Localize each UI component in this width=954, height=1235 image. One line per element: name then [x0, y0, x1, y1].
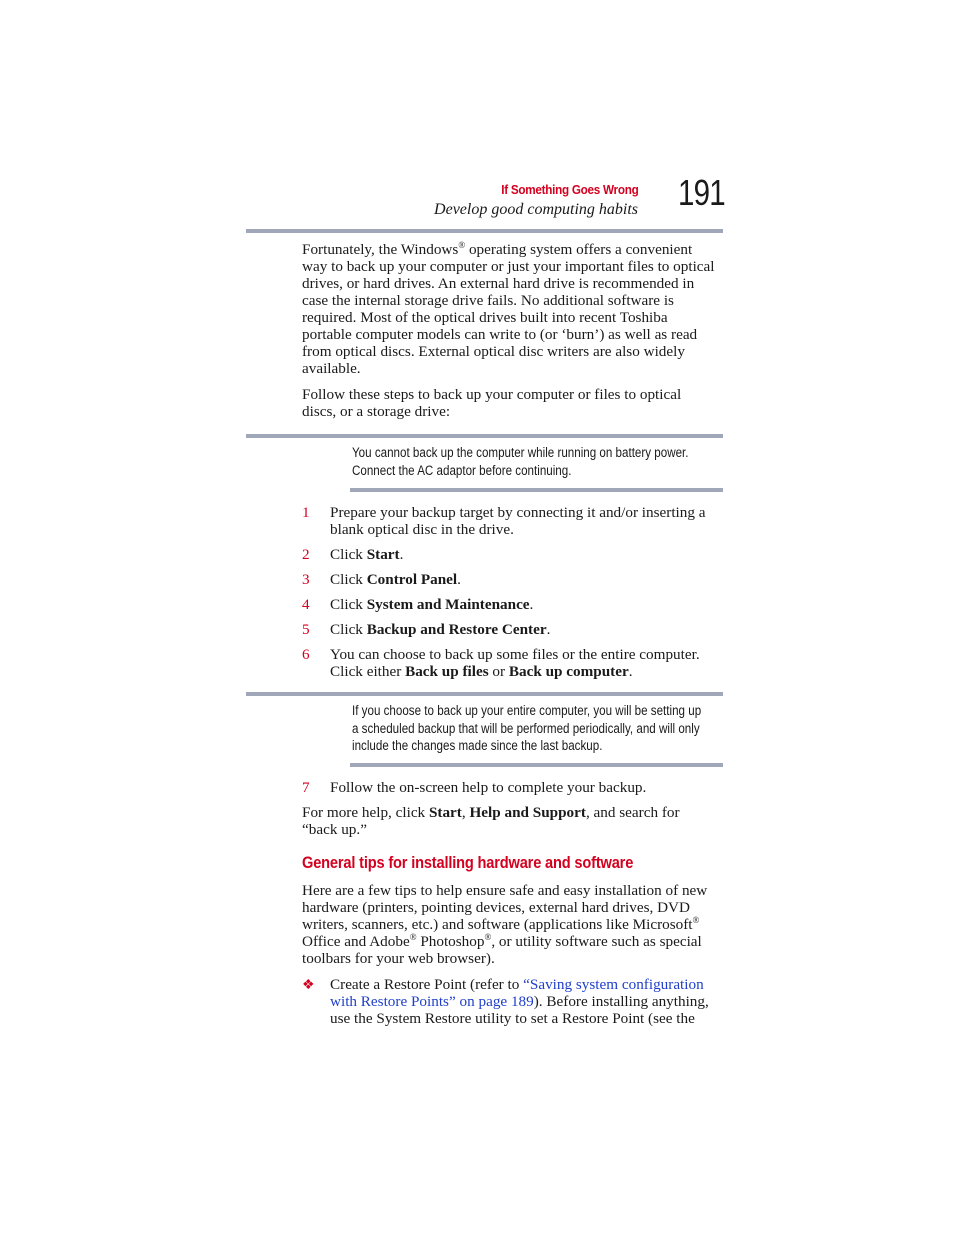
step-2-text	[330, 546, 403, 563]
intro-text: Fortunately, the Windows	[302, 241, 459, 258]
step-text-line: Click	[330, 621, 367, 638]
intro-text: operating system offers a convenient	[465, 241, 693, 258]
step-4-text	[330, 596, 533, 613]
steps-intro-paragraph	[302, 386, 727, 420]
header-rule	[246, 229, 723, 233]
steps-intro-text: Follow these steps to back up your computer or files to optical	[302, 386, 682, 403]
note-scheduled-backup	[352, 702, 701, 755]
diamond-bullet-icon: ❖	[302, 978, 315, 993]
help-paragraph	[302, 804, 727, 838]
ui-term: Start	[428, 804, 462, 821]
step-number: 5	[302, 621, 310, 638]
intro-text: from optical discs. External optical disc writers are also widely	[302, 343, 685, 360]
step-number: 2	[302, 546, 310, 563]
intro-paragraph	[302, 241, 727, 377]
step-number: 6	[302, 646, 310, 663]
step-text-line: .	[457, 571, 461, 588]
step-text-line: .	[628, 663, 633, 680]
note-text: Connect the AC adaptor before continuing.	[352, 462, 572, 478]
step-5-text	[330, 621, 550, 638]
registered-mark: ®	[409, 931, 417, 942]
intro-text: way to back up your computer or just your important files to optical	[302, 258, 715, 275]
ui-term: Back up files	[405, 663, 489, 680]
restore-point-bullet	[330, 976, 730, 1027]
steps-intro-text: discs, or a storage drive:	[302, 403, 451, 420]
intro-text: available.	[302, 360, 361, 377]
step-text-line: .	[529, 596, 534, 613]
intro-text: case the internal storage drive fails. No additional software is	[302, 292, 674, 309]
step-text-line: or	[488, 663, 509, 680]
step-7-text: Follow the on-screen help to complete your backup.	[330, 779, 647, 796]
restore-points-link[interactable]: with Restore Points” on page 189	[330, 993, 534, 1010]
tips-text: Photoshop	[416, 933, 485, 950]
step-text-line: .	[399, 546, 404, 563]
help-text: , and search for	[585, 804, 680, 821]
note-battery	[352, 444, 688, 479]
tips-text: Here are a few tips to help ensure safe and easy installation of new	[302, 882, 708, 899]
help-text: ,	[461, 804, 470, 821]
ui-term: Help and Support	[469, 804, 586, 821]
step-text-line: Click	[330, 596, 367, 613]
intro-text: required. Most of the optical drives built into recent Toshiba	[302, 309, 668, 326]
bullet-text: Create a Restore Point (refer to	[330, 976, 524, 993]
step-text-line: Prepare your backup target by connecting it and/or inserting a	[330, 504, 706, 521]
bullet-text: use the System Restore utility to set a Restore Point (see the	[330, 1010, 695, 1027]
ui-term: System and Maintenance	[366, 596, 530, 613]
note-text: a scheduled backup that will be performed periodically, and will only	[352, 720, 700, 736]
tips-text: toolbars for your web browser).	[302, 950, 495, 967]
registered-mark: ®	[692, 914, 700, 925]
step-number: 1	[302, 504, 310, 521]
help-text: For more help, click	[302, 804, 429, 821]
section-title: Develop good computing habits	[434, 201, 638, 218]
ui-term: Control Panel	[366, 571, 458, 588]
step-text-line: Click	[330, 571, 367, 588]
ui-term: Back up computer	[508, 663, 629, 680]
restore-points-link[interactable]: “Saving system configuration	[523, 976, 704, 993]
note-bottom-rule	[350, 488, 723, 492]
step-text-line: Click either	[330, 663, 406, 680]
intro-text: portable computer models can write to (or ‘burn’) as well as read	[302, 326, 698, 343]
note-top-rule	[246, 434, 723, 438]
ui-term: Start	[366, 546, 400, 563]
tips-text: , or utility software such as special	[491, 933, 702, 950]
step-text-line: .	[546, 621, 551, 638]
step-number: 3	[302, 571, 310, 588]
step-6-text	[330, 646, 730, 680]
page-number: 191	[678, 172, 725, 213]
section-heading: General tips for installing hardware and software	[302, 853, 634, 872]
note-bottom-rule	[350, 763, 723, 767]
step-text-line: Click	[330, 546, 367, 563]
bullet-text: ). Before installing anything,	[533, 993, 709, 1010]
note-top-rule	[246, 692, 723, 696]
tips-text: hardware (printers, pointing devices, external hard drives, DVD	[302, 899, 690, 916]
chapter-title: If Something Goes Wrong	[500, 182, 638, 197]
step-text-line: You can choose to back up some files or the entire computer.	[330, 646, 700, 663]
note-text: If you choose to back up your entire computer, you will be setting up	[352, 703, 702, 718]
ui-term: Backup and Restore Center	[366, 621, 547, 638]
tips-text: writers, scanners, etc.) and software (applications like Microsoft	[302, 916, 693, 933]
step-number: 7	[302, 779, 310, 796]
registered-mark: ®	[458, 239, 466, 250]
note-text: You cannot back up the computer while running on battery power.	[352, 445, 689, 460]
help-text: “back up.”	[302, 821, 367, 838]
step-text-line: blank optical disc in the drive.	[330, 521, 514, 538]
step-3-text	[330, 571, 461, 588]
registered-mark: ®	[484, 931, 492, 942]
intro-text: drives, or hard drives. An external hard drive is recommended in	[302, 275, 695, 292]
step-number: 4	[302, 596, 310, 613]
note-text: include the changes made since the last backup.	[352, 738, 603, 753]
tips-text: Office and Adobe	[302, 933, 410, 950]
tips-paragraph	[302, 882, 732, 967]
step-1-text	[330, 504, 730, 538]
